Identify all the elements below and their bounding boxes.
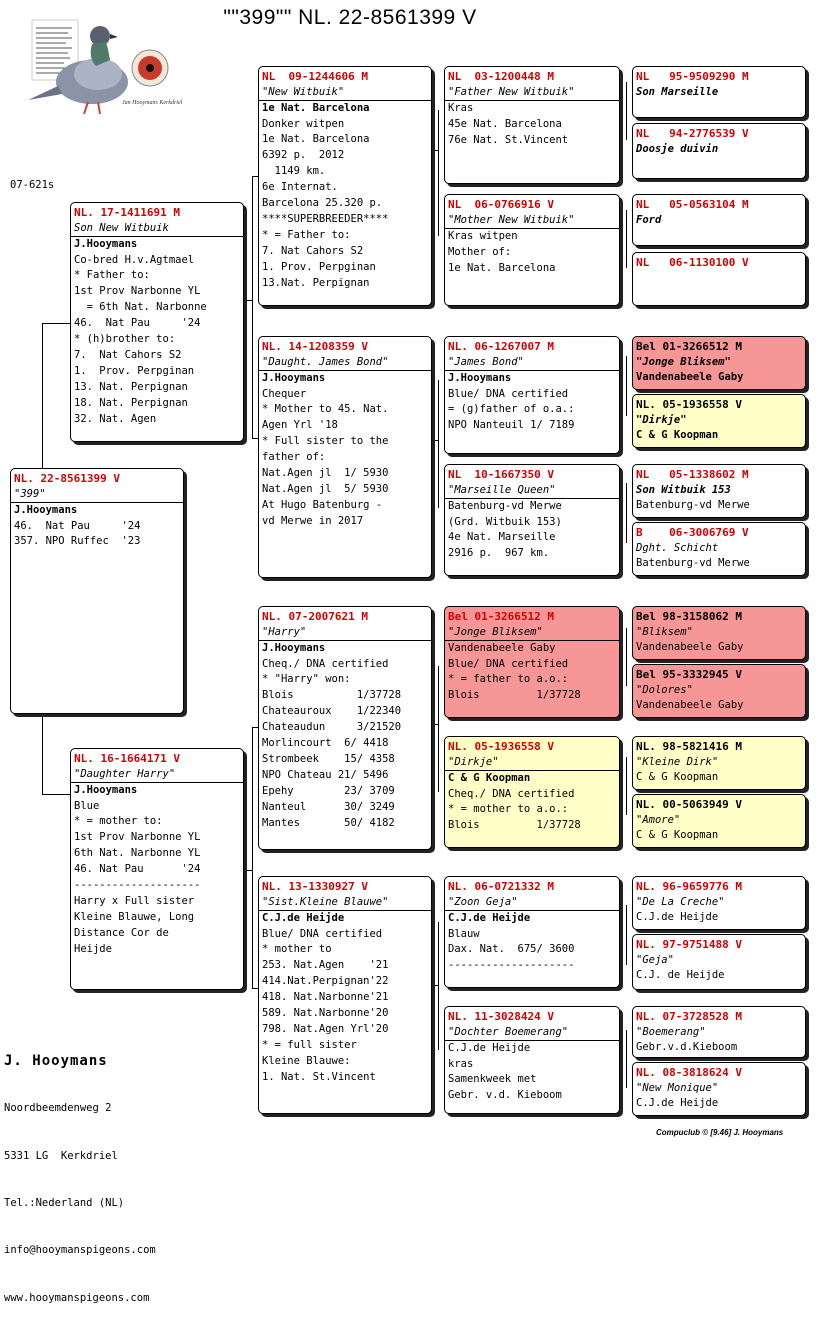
breeder: J.Hooymans [262,372,326,384]
info-line: Chequer [262,387,307,400]
great-grandparent-card[interactable] [444,1006,620,1114]
info-line: 6th Nat. Narbonne YL [74,847,201,860]
ancestor-card[interactable] [632,664,806,718]
ring-number: NL. 17-1411691 M [74,206,180,219]
ring-number: NL. 05-1936558 V [636,398,742,411]
info-line: 6e Internat. [262,181,338,194]
great-grandparent-card[interactable] [444,876,620,988]
info-line: * = full sister [262,1038,357,1051]
breeder: J.Hooymans [74,784,138,796]
ancestor-card[interactable] [632,66,806,118]
info-line: Heijde [74,942,112,955]
ancestor-card[interactable] [632,522,806,576]
great-grandparent-card[interactable] [444,736,620,848]
breeder: Vandenabeele Gaby [636,371,744,383]
info-line: 46. Nat Pau '24 [14,519,141,532]
logo [22,14,183,126]
great-grandparent-card[interactable] [444,66,620,184]
breeder: 1e Nat. Barcelona [259,100,431,117]
pigeon-logo-icon [22,14,183,126]
breeder: Vandenabeele Gaby [636,641,744,653]
ring-number: NL. 98-5821416 M [636,740,742,753]
info-line: Distance Cor de [74,926,169,939]
pigeon-name: "Amore" [636,814,681,826]
ancestor-card[interactable] [632,1006,806,1058]
ring-number: Bel 98-3158062 M [636,610,742,623]
breeder: Vandenabeele Gaby [448,642,556,654]
pigeon-name: "Mother New Witbuik" [445,213,619,229]
ring-number: Bel 95-3332945 V [636,668,742,681]
pigeon-name: "Dirkje" [636,414,687,426]
info-line: 7. Nat Cahors S2 [262,244,364,257]
ancestor-card[interactable] [632,194,806,246]
ancestor-card[interactable] [632,736,806,790]
info-line: 1. Prov. Perpginan [262,260,376,273]
grandparent-card[interactable] [258,606,432,850]
info-line: 418. Nat.Narbonne'21 [262,991,389,1004]
info-line: 46. Nat Pau '24 [74,863,201,876]
ring-number: NL 94-2776539 V [636,127,749,140]
breeder: J.Hooymans [14,504,78,516]
pigeon-name: "Daught. James Bond" [259,355,431,371]
ancestor-card[interactable] [632,394,806,448]
ancestor-card[interactable] [632,606,806,660]
pigeon-name: "James Bond" [445,355,619,371]
pigeon-name: "Dochter Boemerang" [445,1025,619,1041]
info-line: * Mother to 45. Nat. [262,403,389,416]
great-grandparent-card[interactable] [444,336,620,454]
pigeon-name: "Zoon Geja" [445,895,619,911]
info-line: Agen Yrl '18 [262,419,338,432]
info-line: 414.Nat.Perpignan'22 [262,975,389,988]
info-line: Kras [448,102,474,114]
ring-number: NL. 07-3728528 M [636,1010,742,1023]
info-line: = (g)father of o.a.: [448,403,575,416]
pigeon-name: "Jonge Bliksem" [445,625,619,641]
info-line: 7. Nat Cahors S2 [74,348,182,361]
breeder: Batenburg-vd Merwe [448,500,562,512]
info-line: Samenkweek met [448,1073,537,1086]
ring-number: B 06-3006769 V [636,526,749,539]
ancestor-card[interactable] [632,336,806,390]
ring-number: NL 06-0766916 V [448,198,554,211]
sire-card[interactable] [70,202,244,442]
info-line: NPO Chateau 21/ 5496 [262,768,389,781]
info-line: kras [448,1057,474,1070]
pigeon-name: "Sist.Kleine Blauwe" [259,895,431,911]
info-line: Blue/ DNA certified [448,387,569,400]
grandparent-card[interactable] [258,66,432,306]
address-line: Noordbeemdenweg 2 [4,1102,112,1115]
ancestor-card[interactable] [632,794,806,848]
info-line: * mother to [262,943,332,956]
breeder: C.J. de Heijde [636,969,725,981]
info-line: 1st Prov Narbonne YL [74,285,201,298]
info-line: Nat.Agen jl 1/ 5930 [262,467,389,480]
info-line: * Full sister to the [262,435,389,448]
info-line: 589. Nat.Narbonne'20 [262,1007,389,1020]
ancestor-card[interactable] [632,934,806,990]
info-line: Nanteul 30/ 3249 [262,800,395,813]
ancestor-card[interactable] [632,464,806,518]
pigeon-name: Son Witbuik 153 [636,484,731,496]
ancestor-card[interactable] [632,1062,806,1116]
info-line: Gebr. v.d. Kieboom [448,1089,562,1102]
info-line: Cheq./ DNA certified [448,787,575,800]
ring-number: NL. 06-1267007 M [448,340,554,353]
breeder: C & G Koopman [636,829,719,841]
info-line: Strombeek 15/ 4358 [262,752,395,765]
info-line: Kleine Blauwe, Long [74,910,195,923]
info-line: * = mother to: [74,815,163,828]
ring-number: NL 95-9509290 M [636,70,749,83]
info-line: = 6th Nat. Narbonne [74,301,207,314]
ring-number: NL. 97-9751488 V [636,938,742,951]
pigeon-name: "399" [11,487,183,503]
info-line: Morlincourt 6/ 4418 [262,737,389,750]
ring-number: NL 06-1130100 V [636,256,749,269]
pigeon-name: Dght. Schicht [636,542,719,554]
info-line: 13. Nat. Perpignan [74,380,188,393]
info-line: 6392 p. 2012 [262,149,345,162]
ring-number: Bel 01-3266512 M [448,610,554,623]
info-line: Blois 1/37728 [448,689,581,702]
info-line: ****SUPERBREEDER**** [262,212,389,225]
info-line: Epehy 23/ 3709 [262,784,395,797]
info-line: 1e Nat. Barcelona [448,261,556,274]
pigeon-name: "Harry" [259,625,431,641]
info-line: Cheq./ DNA certified [262,657,389,670]
info-line: * Father to: [74,269,150,282]
website-link[interactable]: www.hooymanspigeons.com [4,1291,150,1304]
subject-card[interactable] [10,468,184,714]
info-line: 1. Nat. St.Vincent [262,1070,376,1083]
info-line: At Hugo Batenburg - [262,498,383,511]
ring-number: NL. 06-0721332 M [448,880,554,893]
ring-number: NL. 96-9659776 M [636,880,742,893]
pigeon-name: "Father New Witbuik" [445,85,619,101]
info-line: * = Father to: [262,228,351,241]
ring-number: NL. 11-3028424 V [448,1010,554,1023]
pigeon-name: "Geja" [636,954,674,966]
pigeon-name: "Dirkje" [445,755,619,771]
info-line: Barcelona 25.320 p. [262,197,383,210]
info-line: Blue [74,799,100,812]
ring-number: NL. 07-2007621 M [262,610,368,623]
breeder: C.J.de Heijde [636,1097,719,1109]
footer-credit: Compuclub © [9.46] J. Hooymans [656,1128,784,1137]
ring-number: NL. 22-8561399 V [14,472,120,485]
info-line: Nat.Agen jl 5/ 5930 [262,482,389,495]
info-line: 1e Nat. Barcelona [262,133,370,146]
page-title: ""399"" NL. 22-8561399 V [223,6,477,29]
pigeon-name: "Marseille Queen" [445,483,619,499]
pigeon-name: "Kleine Dirk" [636,756,719,768]
info-line: Kras witpen [448,230,518,242]
pigeon-name: "Boemerang" [636,1026,706,1038]
breeder: J.Hooymans [74,238,138,250]
owner-name: J. Hooymans [4,1052,108,1069]
info-line: Mother of: [448,245,512,258]
breeder: C & G Koopman [636,429,719,441]
breeder: C & G Koopman [448,772,531,784]
breeder: Gebr.v.d.Kieboom [636,1041,738,1053]
grandparent-card[interactable] [258,876,432,1114]
info-line: NPO Nanteuil 1/ 7189 [448,419,575,432]
breeder: C.J.de Heijde [448,1042,531,1054]
breeder: J.Hooymans [262,642,326,654]
ring-number: NL. 00-5063949 V [636,798,742,811]
ancestor-card[interactable] [632,252,806,306]
info-line: Co-bred H.v.Agtmael [74,253,195,266]
info-line: 32. Nat. Agen [74,412,157,425]
ring-number: NL. 08-3818624 V [636,1066,742,1079]
info-line: 357. NPO Ruffec '23 [14,535,141,548]
pigeon-name: Son Marseille [636,86,719,98]
info-line: Chateaudun 3/21520 [262,721,402,734]
breeder: C.J.de Heijde [262,912,345,924]
owner-address [4,1020,156,1322]
info-line: 798. Nat.Agen Yrl'20 [262,1022,389,1035]
breeder: C.J.de Heijde [636,911,719,923]
pigeon-name: Ford [636,214,662,226]
phone-line: Tel.:Nederland (NL) [4,1196,125,1209]
info-line: 13.Nat. Perpignan [262,276,370,289]
info-line: Blue/ DNA certified [448,657,569,670]
pigeon-name: Son New Witbuik [71,221,243,237]
info-line: * "Harry" won: [262,673,351,686]
info-line: Blois 1/37728 [448,819,581,832]
svg-text:Jan Hooymans Kerkdriel: Jan Hooymans Kerkdriel [122,100,183,106]
address-line: 5331 LG Kerkdriel [4,1149,118,1162]
ring-number: NL 05-1338602 M [636,468,749,481]
info-line: 1149 km. [262,165,326,178]
ancestor-card[interactable] [632,876,806,930]
ancestor-card[interactable] [632,123,806,179]
info-line: Blois 1/37728 [262,689,402,702]
dam-card[interactable] [70,748,244,990]
info-line: 1st Prov Narbonne YL [74,831,201,844]
pigeon-name: Doosje duivin [636,143,719,155]
info-line: Blauw [448,927,480,940]
info-line: Kleine Blauwe: [262,1054,351,1067]
pigeon-name: "De La Creche" [636,896,725,908]
ring-number: NL. 16-1664171 V [74,752,180,765]
breeder: C & G Koopman [636,771,719,783]
info-line: 45e Nat. Barcelona [448,117,562,130]
info-line: 4e Nat. Marseille [448,531,556,544]
pigeon-name: "Daughter Harry" [71,767,243,783]
ring-number: NL. 13-1330927 V [262,880,368,893]
ring-number: Bel 01-3266512 M [636,340,742,353]
breeder: Vandenabeele Gaby [636,699,744,711]
ring-number: NL 03-1200448 M [448,70,554,83]
grandparent-card[interactable] [258,336,432,578]
info-line: (Grd. Witbuik 153) [448,515,562,528]
info-line: * (h)brother to: [74,333,176,346]
info-line: 18. Nat. Perpignan [74,396,188,409]
ring-number: NL. 05-1936558 V [448,740,554,753]
pedigree-code: 07-621s [10,179,55,191]
ring-number: NL 09-1244606 M [262,70,368,83]
ring-number: NL. 14-1208359 V [262,340,368,353]
breeder: Batenburg-vd Merwe [636,557,750,569]
breeder: J.Hooymans [448,372,512,384]
info-line: 1. Prov. Perpginan [74,364,195,377]
info-line: * = mother to a.o.: [448,803,569,816]
pigeon-name: "Bliksem" [636,626,693,638]
info-line: 76e Nat. St.Vincent [448,133,569,146]
info-line: father of: [262,451,326,464]
info-line: 46. Nat Pau '24 [74,317,201,330]
pigeon-name: "Jonge Bliksem" [636,356,731,368]
breeder: C.J.de Heijde [448,912,531,924]
pigeon-name: "New Witbuik" [262,86,345,98]
info-line: -------------------- [448,959,575,972]
info-line: * = father to a.o.: [448,673,569,686]
great-grandparent-card[interactable] [444,606,620,718]
info-line: Donker witpen [262,117,345,130]
ring-number: NL 10-1667350 V [448,468,554,481]
pigeon-name: "Dolores" [636,684,693,696]
pigeon-name: "New Monique" [636,1082,719,1094]
breeder: Batenburg-vd Merwe [636,499,750,511]
email-link[interactable]: info@hooymanspigeons.com [4,1244,156,1257]
ring-number: NL 05-0563104 M [636,198,749,211]
info-line: Mantes 50/ 4182 [262,816,395,829]
info-line: Blue/ DNA certified [262,927,383,940]
info-line: vd Merwe in 2017 [262,514,364,527]
great-grandparent-card[interactable] [444,464,620,576]
info-line: Dax. Nat. 675/ 3600 [448,943,575,956]
info-line: 2916 p. 967 km. [448,547,550,560]
info-line: 253. Nat.Agen '21 [262,959,389,972]
info-line: Harry x Full sister [74,894,195,907]
great-grandparent-card[interactable] [444,194,620,306]
info-line: Chateauroux 1/22340 [262,705,402,718]
info-line: -------------------- [74,879,201,892]
